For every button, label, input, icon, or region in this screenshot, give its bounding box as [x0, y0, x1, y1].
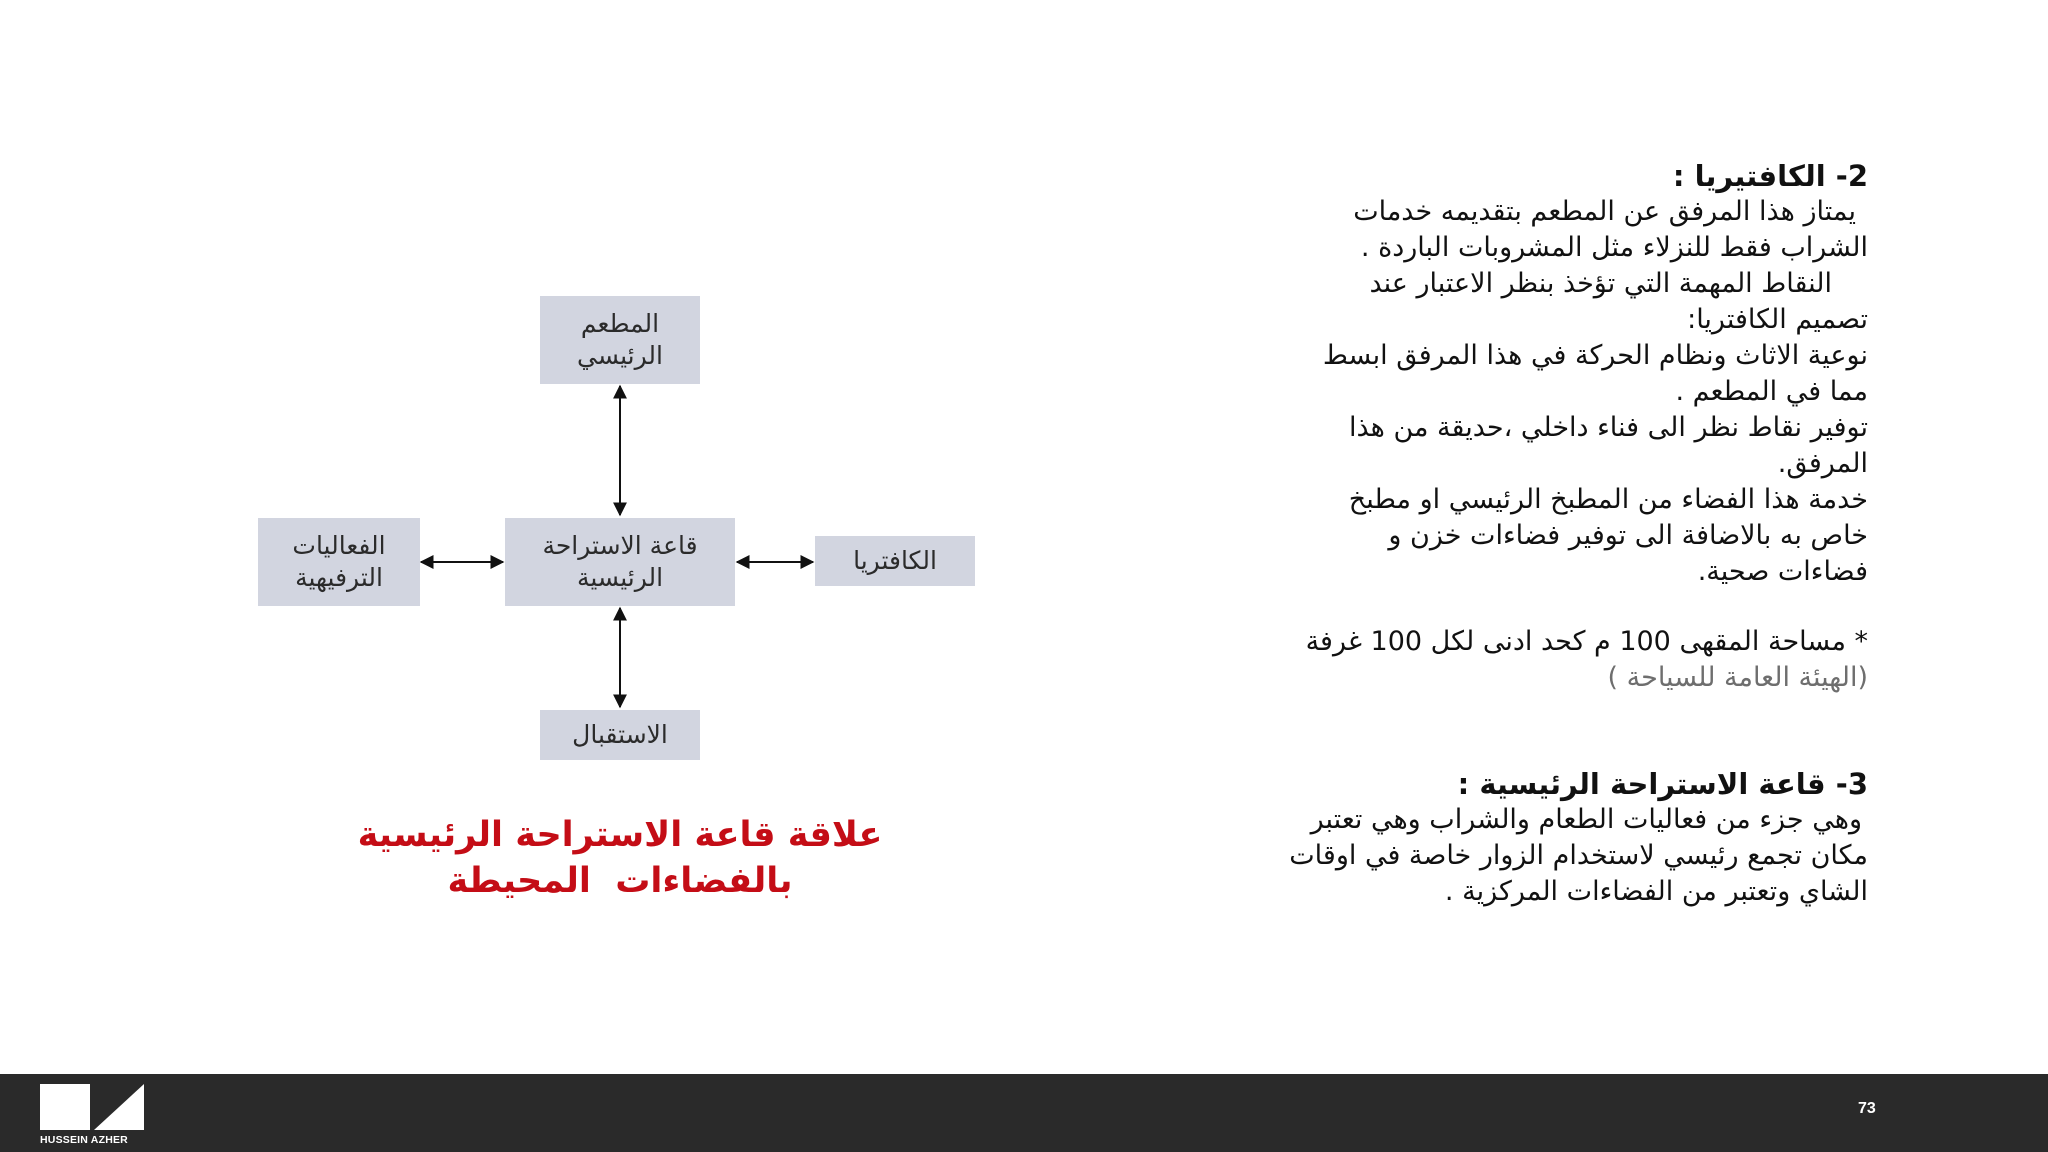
cafeteria-line: نوعية الاثاث ونظام الحركة في هذا المرفق ابسط: [1322, 340, 1868, 371]
box-label: الترفيهية: [295, 563, 383, 592]
caption-line: علاقة قاعة الاستراحة الرئيسية: [357, 815, 883, 855]
cafeteria-line: توفير نقاط نظر الى فناء داخلي ،حديقة من هذا: [1348, 412, 1868, 443]
caption-line: بالفضاءات المحيطة: [447, 861, 793, 901]
box-label: الرئيسي: [577, 341, 663, 370]
box-label: الكافتريا: [853, 546, 937, 575]
box-cafeteria: [815, 536, 975, 586]
box-entertainment: [258, 518, 420, 606]
diagram-caption: [320, 812, 920, 904]
brand-name: HUSSEIN AZHER: [40, 1134, 128, 1146]
cafeteria-line: تصميم الكافتريا:: [1687, 304, 1868, 335]
lounge-line: الشاي وتعتبر من الفضاءات المركزية .: [1444, 876, 1868, 907]
box-label: الفعاليات: [292, 531, 386, 560]
box-reception: [540, 710, 700, 760]
box-label: قاعة الاستراحة: [542, 531, 698, 560]
cafeteria-heading: 2- الكافتيريا :: [1672, 159, 1868, 193]
lounge-heading: 3- قاعة الاستراحة الرئيسية :: [1457, 767, 1868, 801]
cafeteria-line: النقاط المهمة التي تؤخذ بنظر الاعتبار عند: [1369, 268, 1832, 299]
cafeteria-area-note: * مساحة المقهى 100 م كحد ادنى لكل 100 غرفة: [1305, 626, 1868, 657]
box-label: المطعم: [580, 309, 660, 338]
cafeteria-line: فضاءات صحية.: [1697, 556, 1868, 587]
cafeteria-line: الشراب فقط للنزلاء مثل المشروبات الباردة .: [1360, 232, 1868, 263]
box-label: الاستقبال: [572, 720, 668, 749]
lounge-line: وهي جزء من فعاليات الطعام والشراب وهي تعتبر: [1310, 804, 1862, 835]
cafeteria-source: (الهيئة العامة للسياحة ): [1607, 662, 1868, 693]
cafeteria-line: خدمة هذا الفضاء من المطبخ الرئيسي او مطبخ: [1348, 484, 1868, 515]
cafeteria-line: خاص به بالاضافة الى توفير فضاءات خزن و: [1388, 520, 1868, 551]
lounge-line: مكان تجمع رئيسي لاستخدام الزوار خاصة في اوقات: [1289, 840, 1868, 871]
cafeteria-line: مما في المطعم .: [1675, 376, 1868, 407]
box-main-lounge: [505, 518, 735, 606]
cafeteria-line: المرفق.: [1777, 448, 1868, 479]
box-main-restaurant: [540, 296, 700, 384]
box-label: الرئيسية: [576, 563, 664, 592]
cafeteria-line: يمتاز هذا المرفق عن المطعم بتقديمه خدمات: [1353, 196, 1856, 227]
page-number: 73: [1858, 1100, 1876, 1117]
footer-bar: [0, 1074, 2048, 1152]
